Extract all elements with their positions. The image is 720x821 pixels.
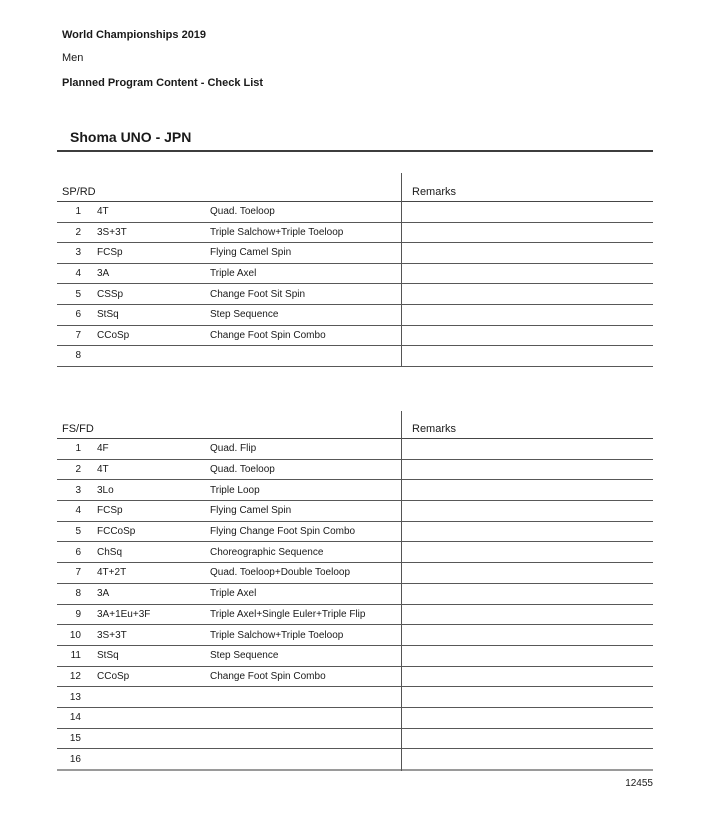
table-row [57, 480, 653, 501]
element-code: CCoSp [97, 329, 130, 341]
element-code: StSq [97, 650, 119, 662]
remarks-column-header: Remarks [412, 423, 457, 435]
element-code: 4T [97, 206, 109, 218]
table-row [57, 729, 653, 750]
table-row [57, 346, 653, 367]
element-code: 3A [97, 268, 110, 280]
element-number: 8 [75, 350, 81, 362]
element-description: Flying Change Foot Spin Combo [210, 526, 356, 538]
element-number: 9 [75, 608, 81, 620]
element-description: Change Foot Spin Combo [210, 329, 326, 341]
element-description: Triple Axel [210, 268, 257, 280]
segment-label: FS/FD [62, 423, 94, 435]
table-row [57, 584, 653, 605]
element-number: 12 [69, 670, 81, 682]
table-row [57, 284, 653, 305]
skater-name-rule [57, 150, 653, 152]
element-number: 5 [75, 526, 81, 538]
skater-name: Shoma UNO - JPN [70, 129, 192, 145]
table-row [57, 563, 653, 584]
element-code: 3A+1Eu+3F [97, 608, 151, 620]
table-row [57, 646, 653, 667]
element-code: StSq [97, 309, 119, 321]
element-number: 7 [75, 329, 81, 341]
element-description: Quad. Toeloop+Double Toeloop [210, 567, 351, 579]
short-program-table-body [57, 202, 653, 367]
element-number: 11 [70, 650, 81, 662]
element-code: 4F [97, 443, 109, 455]
element-number: 6 [75, 309, 81, 321]
element-number: 10 [69, 629, 81, 641]
element-code: 3S+3T [97, 226, 127, 238]
element-code: 4T+2T [97, 567, 127, 579]
free-program-table-body [57, 439, 653, 771]
table-row [57, 708, 653, 729]
element-code: 3S+3T [97, 629, 127, 641]
element-description: Quad. Toeloop [210, 464, 275, 476]
element-number: 2 [75, 464, 81, 476]
table-row [57, 625, 653, 646]
element-number: 1 [75, 206, 81, 218]
element-number: 3 [75, 484, 81, 496]
element-code: CSSp [97, 288, 124, 300]
element-number: 2 [75, 226, 81, 238]
element-number: 8 [75, 588, 81, 600]
table-row [57, 667, 653, 688]
element-number: 4 [75, 505, 81, 517]
element-description: Triple Loop [210, 484, 260, 496]
element-description: Quad. Toeloop [210, 206, 275, 218]
element-number: 14 [69, 712, 81, 724]
element-description: Flying Camel Spin [210, 247, 292, 259]
free-program-table-header [57, 411, 653, 439]
event-title: World Championships 2019 [62, 29, 207, 41]
short-program-table-header [57, 173, 653, 202]
table-row [57, 439, 653, 460]
element-description: Quad. Flip [210, 443, 257, 455]
table-row [57, 749, 653, 771]
table-row [57, 687, 653, 708]
element-code: 4T [97, 464, 109, 476]
category-label: Men [62, 52, 84, 64]
table-row [57, 605, 653, 626]
element-description: Step Sequence [210, 650, 279, 662]
element-code: ChSq [97, 546, 123, 558]
table-row [57, 305, 653, 326]
short-program-table [57, 173, 653, 367]
table-row [57, 202, 653, 223]
free-program-table [57, 411, 653, 771]
table-row [57, 223, 653, 244]
element-code: 3A [97, 588, 110, 600]
table-row [57, 264, 653, 285]
element-description: Triple Axel [210, 588, 257, 600]
element-number: 16 [69, 753, 81, 765]
element-number: 7 [75, 567, 81, 579]
element-description: Change Foot Sit Spin [210, 288, 306, 300]
table-row [57, 460, 653, 481]
element-number: 5 [75, 288, 81, 300]
remarks-column-divider [401, 173, 402, 367]
table-row [57, 542, 653, 563]
element-code: FCCoSp [97, 526, 136, 538]
page-number: 12455 [625, 778, 653, 789]
element-code: CCoSp [97, 670, 130, 682]
element-description: Triple Salchow+Triple Toeloop [210, 226, 344, 238]
element-description: Choreographic Sequence [210, 546, 324, 558]
element-number: 4 [75, 268, 81, 280]
segment-label: SP/RD [62, 186, 96, 198]
element-code: FCSp [97, 505, 123, 517]
element-description: Triple Salchow+Triple Toeloop [210, 629, 344, 641]
element-code: FCSp [97, 247, 123, 259]
element-number: 6 [75, 546, 81, 558]
element-number: 3 [75, 247, 81, 259]
element-number: 13 [69, 691, 81, 703]
table-row [57, 243, 653, 264]
table-row [57, 326, 653, 347]
element-description: Flying Camel Spin [210, 505, 292, 517]
remarks-column-divider [401, 411, 402, 771]
table-row [57, 522, 653, 543]
element-code: 3Lo [97, 484, 114, 496]
element-description: Triple Axel+Single Euler+Triple Flip [210, 608, 366, 620]
document-title: Planned Program Content - Check List [62, 77, 264, 89]
element-description: Change Foot Spin Combo [210, 670, 326, 682]
element-description: Step Sequence [210, 309, 279, 321]
table-row [57, 501, 653, 522]
remarks-column-header: Remarks [412, 186, 457, 198]
element-number: 15 [69, 732, 81, 744]
element-number: 1 [75, 443, 81, 455]
